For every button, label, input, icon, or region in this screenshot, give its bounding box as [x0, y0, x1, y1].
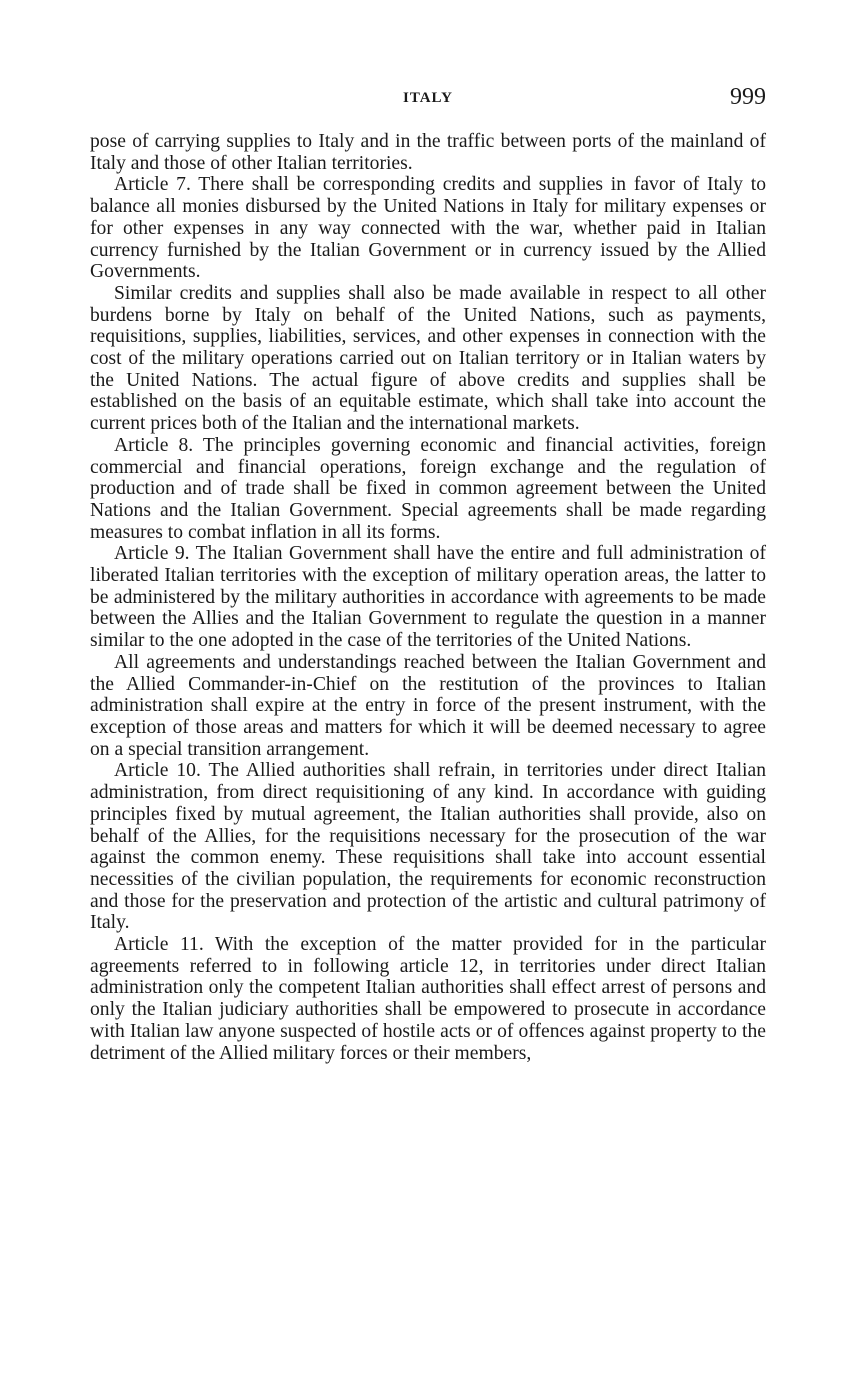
running-header [90, 84, 766, 114]
paragraph-continuation: pose of carrying supplies to Italy and in the traffic between ports of the mainland of Italy and those of other Italian territories. [90, 131, 766, 174]
body-text [90, 131, 766, 1064]
paragraph-article-10: Article 10. The Allied authorities shall refrain, in territories under direct Italian administration, from direct requisitioning of any kind. In accordance with guiding principles fixed by mutual agreement, the Italian authorities shall provide, also on behalf of the Allies, for the requisitions necessary for the prosecution of the war against the common enemy. These requisitions shall take into account essential necessities of the civilian population, the requirements for economic reconstruction and those for the preservation and protection of the artistic and cultural patrimony of Italy. [90, 760, 766, 934]
running-title: ITALY [402, 90, 454, 106]
paragraph-article-8: Article 8. The principles governing economic and financial activities, foreign commercial and financial operations, foreign exchange and the regulation of production and of trade shall be fixed in common agreement between the United Nations and the Italian Government. Special agreements shall be made regarding measures to combat inflation in all its forms. [90, 434, 766, 543]
paragraph-all-agreements: All agreements and understandings reached between the Italian Government and the Allied Commander-in-Chief on the restitution of the provinces to Italian administration shall expire at the entry in force of the present instrument, with the exception of those areas and matters for which it will be deemed necessary to agree on a special transition arrangement. [90, 651, 766, 760]
paragraph-article-11: Article 11. With the exception of the matter provided for in the particular agreements referred to in following article 12, in territories under direct Italian administration only the competent Italian authorities shall effect arrest of persons and only the Italian judiciary authorities shall be empowered to prosecute in accordance with Italian law anyone suspected of hostile acts or of offences against property to the detriment of the Allied military forces or their members, [90, 934, 766, 1064]
paragraph-similar-credits: Similar credits and supplies shall also be made available in respect to all other burdens borne by Italy on behalf of the United Nations, such as payments, requisitions, supplies, liabilities, services, and other expenses in connection with the cost of the military operations carried out on Italian territory or in Italian waters by the United Nations. The actual figure of above credits and supplies shall be established on the basis of an equitable estimate, which shall take into account the current prices both of the Italian and the international markets. [90, 282, 766, 435]
paragraph-article-7: Article 7. There shall be corresponding credits and supplies in favor of Italy to balance all monies disbursed by the United Nations in Italy for military expenses or for other expenses in any way connected with the war, whether paid in Italian currency furnished by the Italian Government or in currency issued by the Allied Governments. [90, 174, 766, 283]
page-number: 999 [730, 84, 766, 110]
paragraph-article-9: Article 9. The Italian Government shall have the entire and full administration of liberated Italian territories with the exception of military operation areas, the latter to be administered by the military authorities in accordance with agreements to be made between the Allies and the Italian Government to regulate the question in a manner similar to the one adopted in the case of the territories of the United Nations. [90, 543, 766, 652]
